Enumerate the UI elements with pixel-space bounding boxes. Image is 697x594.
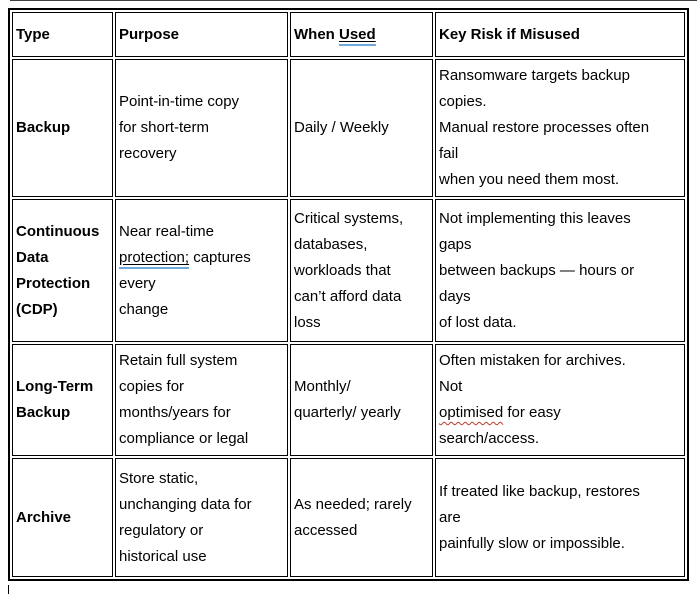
cell-long-term-when-used[interactable]	[290, 344, 433, 456]
text-segment: copies.	[439, 93, 487, 110]
text-segment: Point-in-time copy	[119, 93, 240, 110]
text-cursor	[8, 585, 9, 594]
text-segment: are	[439, 508, 461, 526]
text-segment: Manual restore processes often	[439, 119, 650, 136]
header-cell-key-risk[interactable]	[435, 12, 685, 57]
cell-text-line	[439, 258, 681, 284]
header-row	[12, 12, 685, 57]
cell-long-term-purpose[interactable]	[115, 344, 288, 456]
text-segment: Not	[439, 378, 463, 395]
cell-text-line	[294, 310, 429, 336]
text-segment: can’t afford data	[294, 287, 402, 305]
spell-marked-text: optimised	[439, 404, 504, 421]
cell-text-line	[439, 348, 681, 374]
cell-text-line	[439, 310, 681, 336]
text-segment: every	[119, 274, 156, 292]
cell-archive-type[interactable]	[12, 458, 113, 577]
cell-text-line	[119, 544, 284, 570]
header-cell-purpose[interactable]	[115, 12, 288, 57]
cell-text-line	[439, 426, 681, 452]
header-cell-when-used[interactable]	[290, 12, 433, 57]
cell-text-line	[294, 374, 429, 400]
cell-text-line	[16, 297, 109, 323]
cell-text-line	[119, 115, 284, 141]
cell-text-line	[119, 271, 284, 297]
cell-text-line	[16, 115, 109, 141]
cell-text-line	[439, 232, 681, 258]
cell-text-line	[16, 271, 109, 297]
row-backup	[12, 59, 685, 197]
text-segment: fail	[439, 145, 459, 162]
cell-text-line	[16, 245, 109, 271]
text-segment: If treated like backup, restores	[439, 482, 640, 500]
cell-text-line	[294, 258, 429, 284]
cell-text-line	[119, 22, 284, 48]
text-segment: Backup	[16, 119, 71, 136]
top-divider-line	[10, 0, 697, 1]
text-segment: Near real-time	[119, 222, 215, 240]
cell-archive-purpose[interactable]	[115, 458, 288, 577]
cell-text-line	[439, 479, 681, 505]
text-segment: Critical systems,	[294, 209, 404, 227]
cell-text-line	[439, 63, 681, 89]
cell-text-line	[16, 400, 109, 426]
text-segment: Monthly/	[294, 378, 351, 395]
text-segment: recovery	[119, 145, 177, 162]
cell-text-line	[439, 206, 681, 232]
cell-backup-key-risk[interactable]	[435, 59, 685, 197]
row-archive	[12, 458, 685, 577]
cell-text-line	[119, 374, 284, 400]
text-segment: Key Risk if Misused	[439, 25, 580, 43]
text-segment: Backup	[16, 404, 71, 421]
cell-text-line	[439, 400, 681, 426]
backup-types-table	[8, 8, 689, 581]
text-segment: for easy	[503, 404, 561, 421]
cell-text-line	[294, 518, 429, 544]
text-segment: months/years for	[119, 404, 231, 421]
text-segment: painfully slow or impossible.	[439, 534, 625, 552]
text-segment: captures	[189, 248, 251, 266]
text-segment: (CDP)	[16, 300, 58, 318]
grammar-marked-text: Used	[339, 26, 376, 46]
cell-cdp-when-used[interactable]	[290, 199, 433, 342]
cell-text-line	[16, 505, 109, 531]
text-segment: Protection	[16, 274, 91, 292]
cell-text-line	[439, 505, 681, 531]
text-segment: Store static,	[119, 469, 199, 487]
cell-cdp-key-risk[interactable]	[435, 199, 685, 342]
text-segment: days	[439, 287, 471, 305]
cell-text-line	[119, 492, 284, 518]
text-segment: Often mistaken for archives.	[439, 352, 626, 369]
grammar-marked-text: protection;	[119, 249, 189, 269]
cell-text-line	[294, 115, 429, 141]
text-segment: accessed	[294, 521, 358, 539]
cell-backup-purpose[interactable]	[115, 59, 288, 197]
cell-text-line	[119, 400, 284, 426]
row-long-term-backup	[12, 344, 685, 456]
cell-text-line	[16, 374, 109, 400]
cell-text-line	[294, 284, 429, 310]
text-segment: between backups — hours or	[439, 261, 635, 279]
cell-backup-type[interactable]	[12, 59, 113, 197]
cell-text-line	[439, 22, 681, 48]
text-segment: Ransomware targets backup	[439, 67, 630, 84]
cell-text-line	[119, 141, 284, 167]
text-segment: unchanging data for	[119, 495, 252, 513]
cell-text-line	[16, 22, 109, 48]
cell-text-line	[294, 400, 429, 426]
cell-text-line	[119, 219, 284, 245]
cell-long-term-key-risk[interactable]	[435, 344, 685, 456]
text-segment: workloads that	[294, 261, 391, 279]
text-segment: Purpose	[119, 25, 180, 43]
cell-text-line	[439, 141, 681, 167]
cell-long-term-type[interactable]	[12, 344, 113, 456]
text-segment: Data	[16, 248, 49, 266]
cell-text-line	[119, 297, 284, 323]
text-segment: When	[294, 25, 339, 43]
text-segment: Daily / Weekly	[294, 119, 389, 136]
cell-text-line	[119, 518, 284, 544]
cell-text-line	[16, 219, 109, 245]
text-segment: Retain full system	[119, 352, 238, 369]
text-segment: compliance or legal	[119, 430, 249, 447]
text-segment: Not implementing this leaves	[439, 209, 631, 227]
cell-text-line	[439, 89, 681, 115]
cell-text-line	[439, 374, 681, 400]
cell-text-line	[119, 89, 284, 115]
text-segment: Type	[16, 25, 50, 43]
text-segment: gaps	[439, 235, 472, 253]
text-segment: quarterly/ yearly	[294, 404, 401, 421]
text-segment: historical use	[119, 547, 207, 565]
text-segment: loss	[294, 313, 321, 331]
cell-text-line	[294, 22, 429, 48]
text-segment: regulatory or	[119, 521, 204, 539]
cell-archive-when-used[interactable]	[290, 458, 433, 577]
cell-archive-key-risk[interactable]	[435, 458, 685, 577]
text-segment: of lost data.	[439, 313, 517, 331]
text-segment: As needed; rarely	[294, 495, 412, 513]
text-segment: Long-Term	[16, 378, 94, 395]
row-continuous-data-protection	[12, 199, 685, 342]
cell-text-line	[119, 245, 284, 271]
cell-backup-when-used[interactable]	[290, 59, 433, 197]
cell-text-line	[294, 206, 429, 232]
text-segment: search/access.	[439, 430, 540, 447]
cell-text-line	[294, 232, 429, 258]
cell-cdp-purpose[interactable]	[115, 199, 288, 342]
text-segment: databases,	[294, 235, 368, 253]
cell-text-line	[119, 426, 284, 452]
cell-text-line	[294, 492, 429, 518]
text-segment: when you need them most.	[439, 171, 620, 188]
cell-cdp-type[interactable]	[12, 199, 113, 342]
text-segment: copies for	[119, 378, 185, 395]
header-cell-type[interactable]	[12, 12, 113, 57]
text-segment: Archive	[16, 508, 72, 526]
cell-text-line	[439, 531, 681, 557]
text-segment: change	[119, 300, 169, 318]
text-segment: for short-term	[119, 119, 210, 136]
text-segment: Continuous	[16, 222, 100, 240]
cell-text-line	[439, 115, 681, 141]
cell-text-line	[119, 466, 284, 492]
cell-text-line	[439, 167, 681, 193]
cell-text-line	[439, 284, 681, 310]
cell-text-line	[119, 348, 284, 374]
